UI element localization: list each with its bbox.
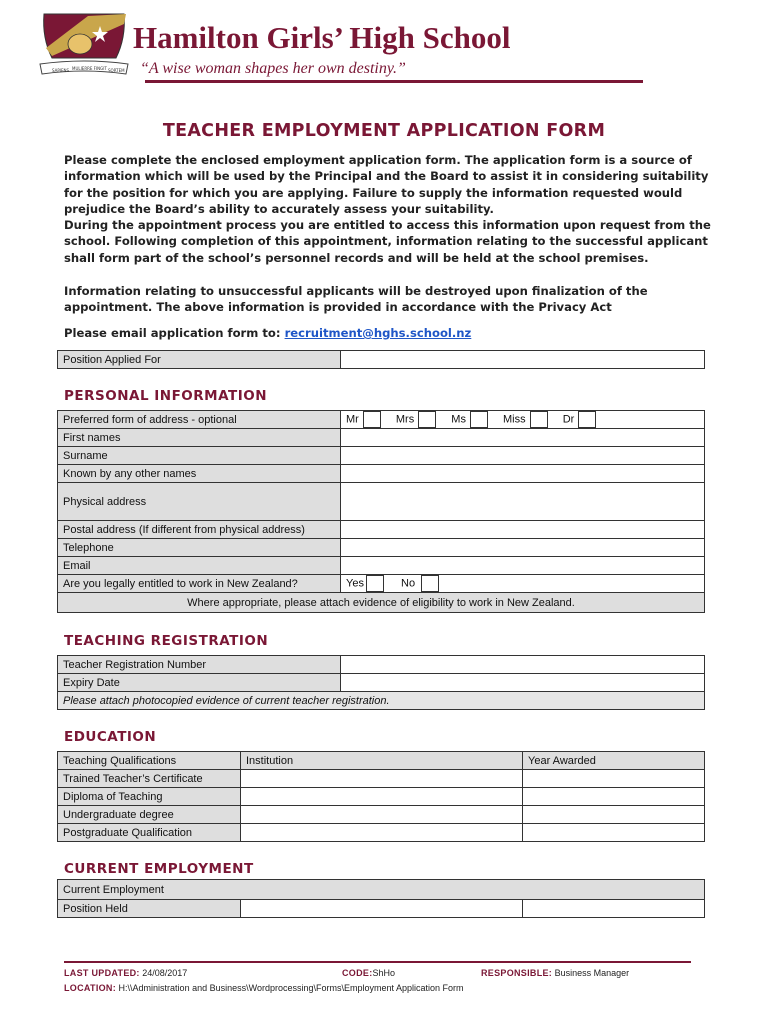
intro-paragraph-3: Information relating to unsuccessful applicants will be destroyed upon finalization of the appointment. The above information is provided in accordance with the Privacy Act: [64, 284, 648, 315]
position-held-extra-input[interactable]: [523, 900, 705, 918]
form-title: TEACHER EMPLOYMENT APPLICATION FORM: [162, 121, 606, 141]
email-line: [64, 325, 714, 341]
year-input[interactable]: [523, 806, 705, 824]
work-entitlement-label: Are you legally entitled to work in New Zealand?: [58, 575, 341, 593]
year-input[interactable]: [523, 824, 705, 842]
title-dr-label: Dr: [562, 413, 575, 426]
title-ms-label: Ms: [451, 413, 466, 426]
footer-last-updated: [64, 968, 187, 978]
email-input[interactable]: [341, 557, 705, 575]
intro-paragraph-2: During the appointment process you are entitled to access this information upon request from the school. Following completion of this appointment, information relating to the successful applicant shall form part of the school’s personnel records and will be held at the school premises.: [64, 218, 711, 265]
location-key: LOCATION:: [64, 983, 117, 993]
surname-input[interactable]: [341, 447, 705, 465]
registration-table: [57, 655, 705, 710]
first-names-label: First names: [58, 429, 341, 447]
title-mr-label: Mr: [346, 413, 359, 426]
responsible-key: RESPONSIBLE:: [481, 968, 553, 978]
personal-heading: PERSONAL INFORMATION: [64, 388, 268, 404]
institution-input[interactable]: [241, 824, 523, 842]
email-link[interactable]: recruitment@hghs.school.nz: [284, 326, 472, 340]
physical-address-input[interactable]: [341, 483, 705, 521]
eligibility-note: Where appropriate, please attach evidence of eligibility to work in New Zealand.: [58, 593, 705, 613]
position-held-label: Position Held: [58, 900, 241, 918]
title-dr-checkbox[interactable]: [578, 411, 596, 428]
telephone-label: Telephone: [58, 539, 341, 557]
year-input[interactable]: [523, 770, 705, 788]
location-value: H:\\Administration and Business\Wordprocessing\Forms\Employment Application Form: [118, 983, 464, 993]
title-mrs-checkbox[interactable]: [418, 411, 436, 428]
footer-divider: [64, 961, 691, 963]
institution-input[interactable]: [241, 770, 523, 788]
education-col-institution: Institution: [241, 752, 523, 770]
responsible-value: Business Manager: [554, 968, 630, 978]
work-yes-label: Yes: [346, 577, 364, 590]
postal-address-label: Postal address (If different from physical address): [58, 521, 341, 539]
year-input[interactable]: [523, 788, 705, 806]
institution-input[interactable]: [241, 788, 523, 806]
expiry-date-label: Expiry Date: [58, 674, 341, 692]
code-value: ShHo: [372, 968, 396, 978]
title-mr-checkbox[interactable]: [363, 411, 381, 428]
last-updated-value: 24/08/2017: [142, 968, 188, 978]
registration-number-input[interactable]: [341, 656, 705, 674]
title-options: [341, 411, 705, 429]
education-row-label: Diploma of Teaching: [58, 788, 241, 806]
education-col-qualifications: Teaching Qualifications: [58, 752, 241, 770]
personal-table: [57, 410, 705, 613]
other-names-input[interactable]: [341, 465, 705, 483]
position-held-input[interactable]: [241, 900, 523, 918]
school-crest-logo: [38, 12, 130, 80]
header-divider: [145, 80, 643, 83]
institution-input[interactable]: [241, 806, 523, 824]
title-miss-label: Miss: [503, 413, 526, 426]
education-row-label: Trained Teacher’s Certificate: [58, 770, 241, 788]
registration-number-label: Teacher Registration Number: [58, 656, 341, 674]
position-table: [57, 350, 705, 369]
crest-word: MULIERRE FINGIT: [72, 66, 107, 71]
footer-code: [342, 968, 395, 978]
postal-address-input[interactable]: [341, 521, 705, 539]
work-no-label: No: [401, 577, 416, 590]
education-heading: EDUCATION: [64, 729, 157, 745]
first-names-input[interactable]: [341, 429, 705, 447]
work-yes-checkbox[interactable]: [366, 575, 384, 592]
registration-heading: TEACHING REGISTRATION: [64, 633, 269, 649]
registration-note: Please attach photocopied evidence of current teacher registration.: [58, 692, 705, 710]
position-input[interactable]: [341, 351, 705, 369]
education-row-label: Postgraduate Qualification: [58, 824, 241, 842]
employment-table: [57, 879, 705, 918]
address-form-label: Preferred form of address - optional: [58, 411, 341, 429]
work-entitlement-options: [341, 575, 705, 593]
crest-word: SAPIENS: [52, 68, 69, 73]
last-updated-key: LAST UPDATED:: [64, 968, 140, 978]
crest-word: SORTEM: [108, 68, 125, 73]
work-no-checkbox[interactable]: [421, 575, 439, 592]
education-table: [57, 751, 705, 842]
telephone-input[interactable]: [341, 539, 705, 557]
footer-responsible: [481, 968, 629, 978]
email-prompt: Please email application form to:: [64, 326, 285, 340]
current-employment-row: Current Employment: [58, 880, 705, 900]
email-label: Email: [58, 557, 341, 575]
code-key: CODE:: [342, 968, 373, 978]
physical-address-label: Physical address: [58, 483, 341, 521]
school-name: Hamilton Girls’ High School: [133, 20, 511, 55]
title-miss-checkbox[interactable]: [530, 411, 548, 428]
employment-heading: CURRENT EMPLOYMENT: [64, 861, 254, 877]
surname-label: Surname: [58, 447, 341, 465]
title-ms-checkbox[interactable]: [470, 411, 488, 428]
education-row-label: Undergraduate degree: [58, 806, 241, 824]
other-names-label: Known by any other names: [58, 465, 341, 483]
position-label: Position Applied For: [58, 351, 341, 369]
school-motto: “A wise woman shapes her own destiny.”: [140, 60, 406, 77]
intro-paragraph-1: Please complete the enclosed employment application form. The application form is a source of information which will be used by the Principal and the Board to assist it in considering suitability for the position for which you are applying. Failure to supply the information requested would prejudice the Board’s ability to accurately assess your suitability.: [64, 153, 709, 216]
title-mrs-label: Mrs: [395, 413, 415, 426]
footer-location: [64, 983, 464, 993]
expiry-date-input[interactable]: [341, 674, 705, 692]
education-col-year: Year Awarded: [523, 752, 705, 770]
